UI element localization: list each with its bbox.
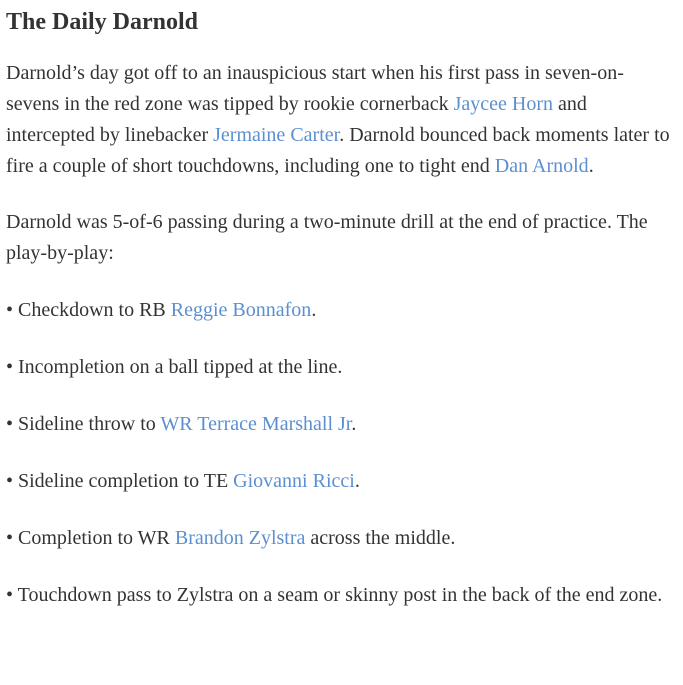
play-text: • Incompletion on a ball tipped at the line. bbox=[6, 356, 343, 378]
play-text-end: . bbox=[311, 299, 317, 321]
play-item-5 bbox=[6, 523, 673, 554]
intro-text-3: . Darnold bounced back moments later to fire a couple of short touchdowns, including one to tight end bbox=[6, 124, 670, 177]
link-reggie-bonnafon[interactable]: Reggie Bonnafon bbox=[170, 299, 312, 321]
play-text: • Completion to WR bbox=[6, 527, 175, 549]
headline: The Daily Darnold bbox=[6, 9, 199, 35]
play-item-6 bbox=[6, 580, 673, 611]
link-jaycee-horn[interactable]: Jaycee Horn bbox=[453, 93, 554, 115]
intro-paragraph bbox=[6, 58, 673, 182]
play-text: • Sideline throw to bbox=[6, 413, 161, 435]
intro-text-2: and intercepted by linebacker bbox=[6, 93, 587, 146]
article bbox=[0, 6, 683, 611]
play-item-1 bbox=[6, 295, 673, 326]
link-giovanni-ricci[interactable]: Giovanni Ricci bbox=[233, 470, 355, 492]
intro-text-1: Darnold’s day got off to an inauspicious start when his first pass in seven-on-sevens in the red zone was tipped by rookie cornerback bbox=[6, 62, 624, 115]
play-text: • Checkdown to RB bbox=[6, 299, 171, 321]
drill-paragraph: Darnold was 5-of-6 passing during a two-minute drill at the end of practice. The play-by-play: bbox=[6, 211, 648, 264]
play-text: • Touchdown pass to Zylstra on a seam or skinny post in the back of the end zone. bbox=[6, 584, 663, 606]
play-item-2 bbox=[6, 352, 673, 383]
link-terrace-marshall[interactable]: WR Terrace Marshall Jr bbox=[160, 413, 352, 435]
play-item-4 bbox=[6, 466, 673, 497]
play-item-3 bbox=[6, 409, 673, 440]
link-brandon-zylstra[interactable]: Brandon Zylstra bbox=[174, 527, 306, 549]
link-jermaine-carter[interactable]: Jermaine Carter bbox=[213, 124, 340, 146]
play-text: • Sideline completion to TE bbox=[6, 470, 234, 492]
play-text-end: across the middle. bbox=[305, 527, 456, 549]
play-text-end: . bbox=[354, 470, 360, 492]
play-text-end: . bbox=[351, 413, 357, 435]
intro-text-4: . bbox=[588, 155, 594, 177]
link-dan-arnold[interactable]: Dan Arnold bbox=[494, 155, 589, 177]
